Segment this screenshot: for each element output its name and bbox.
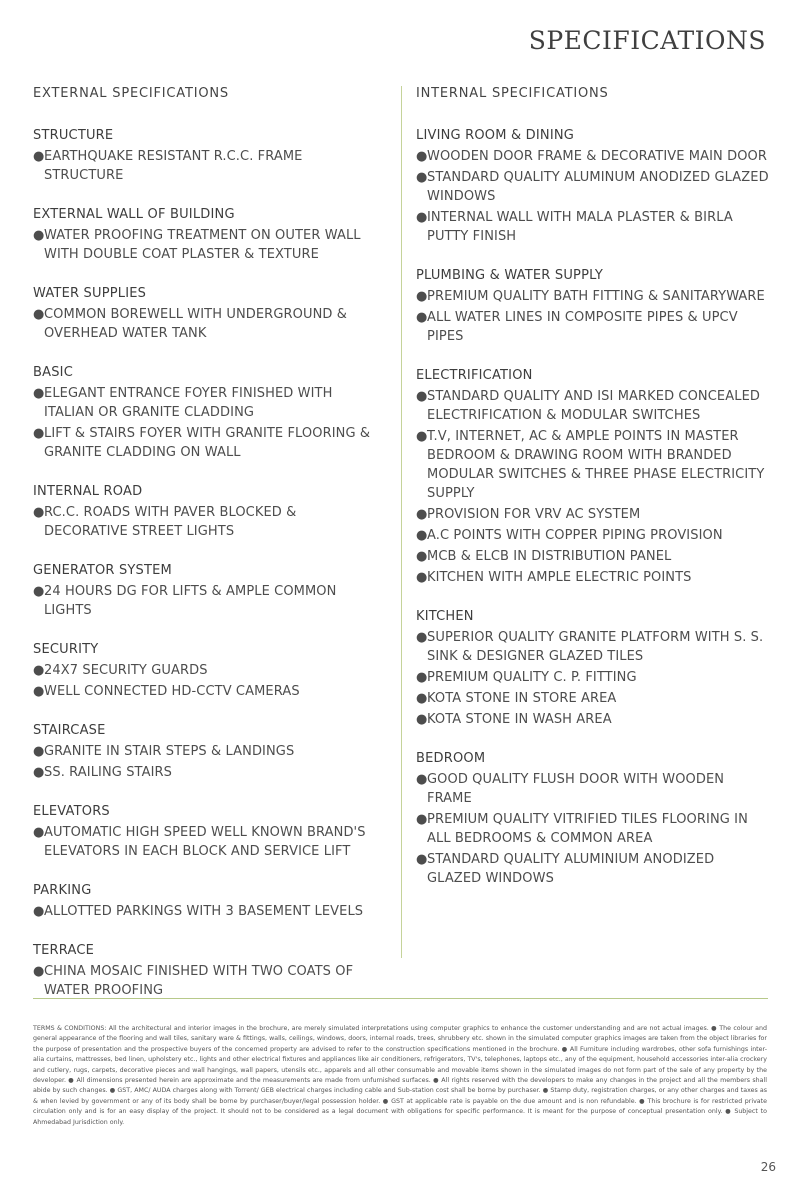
spec-item (33, 582, 383, 620)
spec-item-text: MCB & ELCB IN DISTRIBUTION PANEL (427, 549, 672, 564)
spec-section (33, 802, 383, 861)
spec-item-text: EARTHQUAKE RESISTANT R.C.C. FRAME STRUCTURE (44, 149, 303, 183)
spec-section (33, 640, 383, 701)
spec-item-text: GOOD QUALITY FLUSH DOOR WITH WOODEN FRAME (427, 772, 725, 806)
spec-item (416, 689, 771, 708)
spec-list (33, 305, 383, 343)
spec-list (33, 503, 383, 541)
section-title: PLUMBING & WATER SUPPLY (416, 268, 603, 283)
spec-item-text: ALL WATER LINES IN COMPOSITE PIPES & UPCV PIPES (427, 310, 738, 344)
spec-section (33, 482, 383, 541)
bullet-icon: ● (33, 426, 45, 441)
bullet-icon: ● (33, 825, 45, 840)
spec-list (33, 582, 383, 620)
bullet-icon: ● (33, 684, 45, 699)
bullet-icon: ● (33, 149, 45, 164)
spec-item-text: T.V, INTERNET, AC & AMPLE POINTS IN MASTER BEDROOM & DRAWING ROOM WITH BRANDED MODULAR SWITCHES & THREE PHASE ELECTRICITY SUPPLY (427, 429, 765, 501)
bullet-icon: ● (416, 210, 428, 225)
spec-list (33, 147, 383, 185)
spec-list (416, 387, 771, 587)
spec-section (33, 126, 383, 185)
spec-item-text: STANDARD QUALITY ALUMINIUM ANODIZED GLAZED WINDOWS (427, 852, 715, 886)
section-title: STRUCTURE (33, 128, 114, 143)
bullet-icon: ● (33, 964, 45, 979)
spec-item-text: WOODEN DOOR FRAME & DECORATIVE MAIN DOOR (427, 149, 767, 164)
spec-item-text: WATER PROOFING TREATMENT ON OUTER WALL WITH DOUBLE COAT PLASTER & TEXTURE (44, 228, 361, 262)
section-title: EXTERNAL WALL OF BUILDING (33, 207, 235, 222)
spec-item (416, 287, 771, 306)
spec-item-text: LIFT & STAIRS FOYER WITH GRANITE FLOORING & GRANITE CLADDING ON WALL (44, 426, 371, 460)
spec-list (416, 770, 771, 888)
spec-item (416, 308, 771, 346)
bullet-icon: ● (416, 310, 428, 325)
spec-item-text: SUPERIOR QUALITY GRANITE PLATFORM WITH S. S. SINK & DESIGNER GLAZED TILES (427, 630, 764, 664)
spec-item-text: KOTA STONE IN WASH AREA (427, 712, 612, 727)
spec-section (33, 721, 383, 782)
spec-item-text: INTERNAL WALL WITH MALA PLASTER & BIRLA PUTTY FINISH (427, 210, 733, 244)
spec-section (416, 607, 771, 729)
spec-item-text: SS. RAILING STAIRS (44, 765, 173, 780)
spec-item (33, 962, 383, 1000)
external-sections (33, 126, 383, 1000)
spec-item-text: CHINA MOSAIC FINISHED WITH TWO COATS OF WATER PROOFING (44, 964, 354, 998)
spec-section (33, 561, 383, 620)
bullet-icon: ● (416, 507, 428, 522)
spec-list (33, 962, 383, 1000)
section-title: LIVING ROOM & DINING (416, 128, 575, 143)
column-divider (401, 86, 402, 958)
spec-list (33, 742, 383, 782)
spec-item-text: PREMIUM QUALITY C. P. FITTING (427, 670, 637, 685)
spec-item (416, 168, 771, 206)
spec-item (33, 503, 383, 541)
spec-section (33, 881, 383, 921)
bullet-icon: ● (416, 812, 428, 827)
terms-and-conditions: TERMS & CONDITIONS: All the architectural and interior images in the brochure, are merely simulated interpretations using computer graphics to enhance the customer understanding and are not actual images. ● The colour and general appearance of the flooring and wall tiles, sanitary ware & fittings, walls, ceilings, windows, doors, internal roads, trees, shrubbery etc. shown in the simulated computer graphics images are taken from the object libraries for the purpose of presentation and the prospective buyers of the concerned property are advised to refer to the construction specifications mentioned in the brochure. ● All Furniture including wardrobes, other sofa furnishings inter-alia curtains, mattresses, bed linen, upholstery etc., lights and other electrical fixtures and appliances like air conditioners, refrigerators, TV's, telephones, laptops etc., any of the equipment, household accessories inter-alia crockery and cutlery, rugs, carpets, decorative pieces and wall hangings, wall papers, utensils etc., apparels and all other consumable and movable items shown in the simulated images do not form part of the sale of any property by the developer. ● All dimensions presented herein are approximate and the measurements are made from unfurnished surfaces. ● All rights reserved with the developers to make any changes in the project and all the members shall abide by such changes. ● GST, AMC/ AUDA charges along with Torrent/ GEB electrical charges including cable and Sub-station cost shall be borne by purchaser. ● Stamp duty, registration charges, or any other charges and taxes as & when levied by government or any of its body shall be borne by purchaser/buyer/legal possession holder. ● GST at applicable rate is payable on the due amount and is non refundable. ● This brochure is for restricted private circulation only and is for an easy display of the project. It should not to be considered as a legal document with obligations for specific performance. It is meant for the purpose of conceptual presentation only. ● Subject to Ahmedabad Jurisdiction only. (33, 1025, 767, 1126)
spec-item (416, 770, 771, 808)
bullet-icon: ● (416, 630, 428, 645)
section-title: STAIRCASE (33, 723, 106, 738)
spec-item (416, 568, 771, 587)
spec-item (33, 305, 383, 343)
bullet-icon: ● (416, 289, 428, 304)
spec-section (33, 205, 383, 264)
section-title: TERRACE (33, 943, 95, 958)
bullet-icon: ● (33, 386, 45, 401)
section-title: SECURITY (33, 642, 99, 657)
spec-list (416, 287, 771, 346)
section-title: GENERATOR SYSTEM (33, 563, 172, 578)
spec-item-text: WELL CONNECTED HD-CCTV CAMERAS (44, 684, 300, 699)
spec-item-text: RC.C. ROADS WITH PAVER BLOCKED & DECORATIVE STREET LIGHTS (44, 505, 297, 539)
spec-section (33, 941, 383, 1000)
bullet-icon: ● (33, 228, 45, 243)
spec-item (416, 526, 771, 545)
bullet-icon: ● (416, 691, 428, 706)
spec-item-text: ALLOTTED PARKINGS WITH 3 BASEMENT LEVELS (44, 904, 364, 919)
bullet-icon: ● (33, 765, 45, 780)
external-specifications-column (33, 86, 383, 1020)
spec-item-text: PREMIUM QUALITY VITRIFIED TILES FLOORING IN ALL BEDROOMS & COMMON AREA (427, 812, 748, 846)
spec-section (416, 749, 771, 888)
spec-list (416, 147, 771, 246)
spec-item (416, 628, 771, 666)
spec-section (33, 363, 383, 462)
spec-item-text: 24 HOURS DG FOR LIFTS & AMPLE COMMON LIGHTS (44, 584, 337, 618)
spec-item-text: AUTOMATIC HIGH SPEED WELL KNOWN BRAND'S ELEVATORS IN EACH BLOCK AND SERVICE LIFT (44, 825, 366, 859)
footer-divider (33, 998, 768, 999)
spec-item (416, 387, 771, 425)
spec-item-text: STANDARD QUALITY ALUMINUM ANODIZED GLAZED WINDOWS (427, 170, 769, 204)
section-title: ELEVATORS (33, 804, 110, 819)
bullet-icon: ● (416, 852, 428, 867)
spec-list (33, 226, 383, 264)
spec-item (416, 850, 771, 888)
spec-item-text: A.C POINTS WITH COPPER PIPING PROVISION (427, 528, 723, 543)
spec-item (33, 661, 383, 680)
spec-list (33, 902, 383, 921)
bullet-icon: ● (416, 570, 428, 585)
spec-list (416, 628, 771, 729)
external-specifications-heading: EXTERNAL SPECIFICATIONS (33, 86, 229, 101)
spec-item-text: KITCHEN WITH AMPLE ELECTRIC POINTS (427, 570, 692, 585)
spec-item-text: KOTA STONE IN STORE AREA (427, 691, 617, 706)
spec-item (416, 668, 771, 687)
bullet-icon: ● (33, 307, 45, 322)
internal-specifications-column (416, 86, 771, 908)
spec-item (33, 902, 383, 921)
section-title: BASIC (33, 365, 73, 380)
bullet-icon: ● (416, 549, 428, 564)
bullet-icon: ● (416, 170, 428, 185)
spec-item (416, 505, 771, 524)
spec-item (33, 226, 383, 264)
bullet-icon: ● (416, 429, 428, 444)
spec-item-text: 24X7 SECURITY GUARDS (44, 663, 208, 678)
bullet-icon: ● (33, 904, 45, 919)
section-title: INTERNAL ROAD (33, 484, 143, 499)
spec-item-text: PREMIUM QUALITY BATH FITTING & SANITARYWARE (427, 289, 765, 304)
spec-item (33, 742, 383, 761)
spec-item-text: GRANITE IN STAIR STEPS & LANDINGS (44, 744, 295, 759)
bullet-icon: ● (33, 584, 45, 599)
bullet-icon: ● (416, 149, 428, 164)
bullet-icon: ● (416, 772, 428, 787)
spec-item (33, 682, 383, 701)
bullet-icon: ● (416, 528, 428, 543)
spec-list (33, 384, 383, 462)
spec-section (416, 266, 771, 346)
spec-item (33, 384, 383, 422)
page-number: 26 (760, 1160, 776, 1174)
bullet-icon: ● (416, 670, 428, 685)
spec-item (33, 823, 383, 861)
bullet-icon: ● (33, 744, 45, 759)
spec-item-text: STANDARD QUALITY AND ISI MARKED CONCEALED ELECTRIFICATION & MODULAR SWITCHES (427, 389, 761, 423)
page-title: SPECIFICATIONS (528, 26, 766, 55)
internal-specifications-heading: INTERNAL SPECIFICATIONS (416, 86, 609, 101)
spec-item (416, 208, 771, 246)
spec-section (33, 284, 383, 343)
section-title: WATER SUPPLIES (33, 286, 147, 301)
bullet-icon: ● (33, 505, 45, 520)
spec-item (33, 763, 383, 782)
bullet-icon: ● (416, 389, 428, 404)
spec-item (416, 427, 771, 503)
bullet-icon: ● (416, 712, 428, 727)
spec-item (33, 147, 383, 185)
spec-item-text: COMMON BOREWELL WITH UNDERGROUND & OVERHEAD WATER TANK (44, 307, 347, 341)
spec-item-text: ELEGANT ENTRANCE FOYER FINISHED WITH ITALIAN OR GRANITE CLADDING (44, 386, 333, 420)
section-title: ELECTRIFICATION (416, 368, 533, 383)
bullet-icon: ● (33, 663, 45, 678)
spec-item (416, 810, 771, 848)
section-title: BEDROOM (416, 751, 486, 766)
section-title: PARKING (33, 883, 92, 898)
spec-item (416, 710, 771, 729)
spec-section (416, 366, 771, 587)
spec-list (33, 823, 383, 861)
spec-item (416, 147, 771, 166)
spec-item (416, 547, 771, 566)
spec-section (416, 126, 771, 246)
section-title: KITCHEN (416, 609, 474, 624)
spec-list (33, 661, 383, 701)
spec-item (33, 424, 383, 462)
spec-item-text: PROVISION FOR VRV AC SYSTEM (427, 507, 641, 522)
internal-sections (416, 126, 771, 888)
